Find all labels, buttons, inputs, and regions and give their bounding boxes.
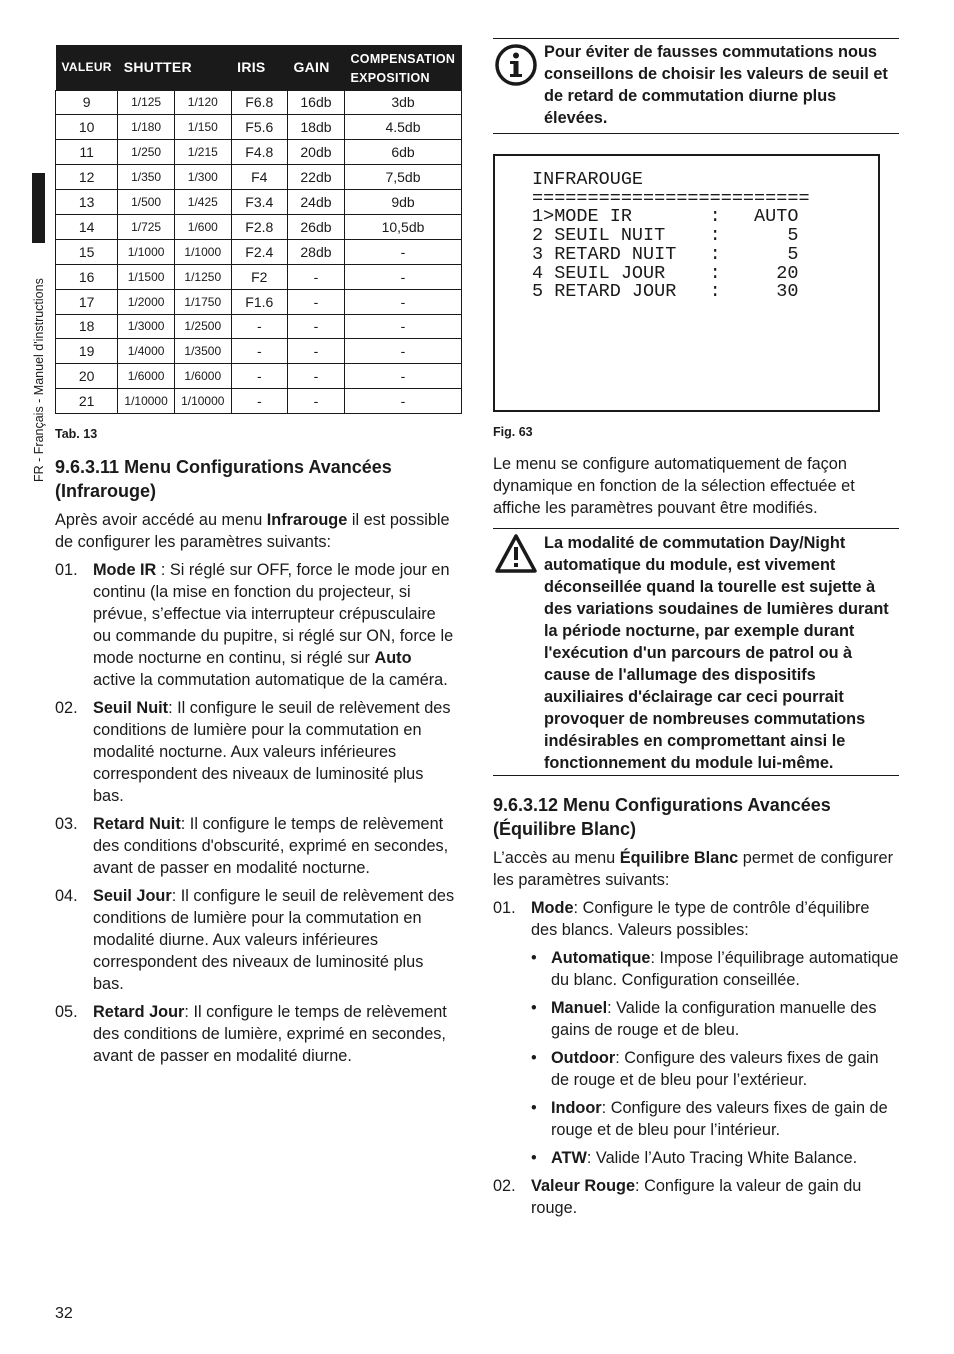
osd-line: 2 SEUIL NUIT : 5 xyxy=(532,225,799,247)
table-cell: 1/300 xyxy=(174,165,231,190)
table-cell: 1/425 xyxy=(174,190,231,215)
intro-paragraph: Après avoir accédé au menu Infrarouge il est possible de configurer les paramètres suivants: xyxy=(55,511,450,551)
table-row xyxy=(56,314,462,339)
exposure-table xyxy=(55,45,462,414)
table-cell: 1/250 xyxy=(118,140,175,165)
table-cell: 1/2000 xyxy=(118,289,175,314)
osd-menu-screen xyxy=(493,154,880,412)
table-row xyxy=(56,165,462,190)
mode-values-list xyxy=(531,947,899,1169)
table-cell: F4 xyxy=(231,165,287,190)
bullet-item: • Manuel: Valide la configuration manuelle des gains de rouge et de bleu. xyxy=(531,999,877,1039)
table-cell: F2 xyxy=(231,264,287,289)
right-column-section xyxy=(493,793,899,1225)
table-cell: 1/180 xyxy=(118,115,175,140)
table-cell: - xyxy=(344,364,461,389)
list-item: 02. Seuil Nuit: Il configure le seuil de relèvement des conditions de lumière pour la commutation en modalité nocturne. Aux valeurs inférieures correspondent des niveaux de luminosité plus bas. xyxy=(55,699,451,805)
table-cell: - xyxy=(344,389,461,414)
side-tab-marker xyxy=(32,173,45,243)
table-cell: 1/3500 xyxy=(174,339,231,364)
table-row xyxy=(56,90,462,115)
table-cell: - xyxy=(287,314,344,339)
table-cell: 1/1000 xyxy=(174,239,231,264)
list-item: 04. Seuil Jour: Il configure le seuil de relèvement des conditions de lumière pour la commutation en modalité diurne. Aux valeurs inférieures correspondent des niveaux de luminosité plus bas. xyxy=(55,887,455,993)
bullet-item: • Outdoor: Configure des valeurs fixes de gain de rouge et de bleu pour l’extérieur. xyxy=(531,1049,879,1089)
table-cell: 17 xyxy=(56,289,118,314)
table-cell: - xyxy=(231,389,287,414)
warning-notice xyxy=(493,528,899,776)
table-cell: 9 xyxy=(56,90,118,115)
table-cell: F3.4 xyxy=(231,190,287,215)
section-heading-infrarouge: 9.6.3.11 Menu Configurations Avancées (Infrarouge) xyxy=(55,457,392,501)
table-cell: 1/6000 xyxy=(174,364,231,389)
table-cell: 6db xyxy=(344,140,461,165)
table-cell: 13 xyxy=(56,190,118,215)
table-cell: F4.8 xyxy=(231,140,287,165)
header-compensation: COMPENSATION EXPOSITION xyxy=(344,45,461,90)
table-cell: 1/500 xyxy=(118,190,175,215)
page-number: 32 xyxy=(55,1305,73,1322)
table-cell: 28db xyxy=(287,239,344,264)
table-cell: 10,5db xyxy=(344,214,461,239)
osd-line: INFRAROUGE xyxy=(532,169,644,190)
table-cell: F2.4 xyxy=(231,239,287,264)
table-caption: Tab. 13 xyxy=(55,427,98,441)
side-label: FR - Français - Manuel d'instructions xyxy=(32,278,46,482)
bullet-item: • Automatique: Impose l’équilibrage automatique du blanc. Configuration conseillée. xyxy=(531,949,899,989)
table-cell: 10 xyxy=(56,115,118,140)
table-row xyxy=(56,140,462,165)
section-heading-white-balance: 9.6.3.12 Menu Configurations Avancées (Équilibre Blanc) xyxy=(493,795,831,839)
osd-line: 4 SEUIL JOUR : 20 xyxy=(532,262,799,284)
table-cell: 1/1000 xyxy=(118,239,175,264)
table-cell: 11 xyxy=(56,140,118,165)
table-row xyxy=(56,115,462,140)
table-cell: - xyxy=(344,314,461,339)
table-cell: 1/215 xyxy=(174,140,231,165)
table-cell: - xyxy=(231,314,287,339)
table-cell: 1/10000 xyxy=(118,389,175,414)
table-row xyxy=(56,214,462,239)
header-gain: GAIN xyxy=(287,45,344,90)
info-icon xyxy=(495,44,537,86)
table-cell: F1.6 xyxy=(231,289,287,314)
header-iris: IRIS xyxy=(231,45,287,90)
table-cell: 1/6000 xyxy=(118,364,175,389)
table-cell: 12 xyxy=(56,165,118,190)
table-cell: 1/350 xyxy=(118,165,175,190)
bullet-item: • Indoor: Configure des valeurs fixes de gain de rouge et de bleu pour l’intérieur. xyxy=(531,1099,888,1139)
table-cell: 1/10000 xyxy=(174,389,231,414)
table-cell: 9db xyxy=(344,190,461,215)
table-cell: 1/125 xyxy=(118,90,175,115)
table-row xyxy=(56,289,462,314)
parameter-list xyxy=(55,559,455,1067)
table-cell: 1/150 xyxy=(174,115,231,140)
table-cell: 26db xyxy=(287,214,344,239)
table-cell: 1/600 xyxy=(174,214,231,239)
table-cell: - xyxy=(287,389,344,414)
figure-caption: Fig. 63 xyxy=(493,425,533,439)
table-cell: 1/725 xyxy=(118,214,175,239)
figure-description-text: Le menu se configure automatiquement de façon dynamique en fonction de la sélection effectuée et affiche les paramètres pouvant être modifiés. xyxy=(493,455,855,517)
list-item: 02. Valeur Rouge: Configure la valeur de gain du rouge. xyxy=(493,1177,862,1217)
osd-line: ========================= xyxy=(532,187,810,209)
table-cell: 15 xyxy=(56,239,118,264)
table-cell: 22db xyxy=(287,165,344,190)
table-cell: - xyxy=(231,339,287,364)
info-note-text: Pour éviter de fausses commutations nous conseillons de choisir les valeurs de seuil et de retard de commutation diurne plus élevées. xyxy=(544,43,888,127)
list-item: 01. Mode IR : Si réglé sur OFF, force le mode jour en continu (la mise en fonction du projecteur, si prévue, s’effectue via interrupteur crépusculaire ou commande du pupitre, si réglé sur ON, force le mode nocturne en continu, si réglé sur Auto active la commutation automatique de la caméra. xyxy=(55,561,454,689)
table-cell: - xyxy=(287,289,344,314)
table-cell: F5.6 xyxy=(231,115,287,140)
info-notice xyxy=(493,38,899,134)
table-cell: - xyxy=(344,239,461,264)
table-cell: - xyxy=(231,364,287,389)
table-row xyxy=(56,264,462,289)
table-cell: - xyxy=(287,364,344,389)
table-cell: 1/3000 xyxy=(118,314,175,339)
table-cell: 24db xyxy=(287,190,344,215)
table-cell: - xyxy=(287,264,344,289)
wb-intro-paragraph: L’accès au menu Équilibre Blanc permet de configurer les paramètres suivants: xyxy=(493,849,894,889)
table-cell: 4.5db xyxy=(344,115,461,140)
warning-icon xyxy=(495,533,537,575)
figure-description xyxy=(493,453,899,525)
table-cell: 16 xyxy=(56,264,118,289)
list-item: 01. Mode: Configure le type de contrôle d’équilibre des blancs. Valeurs possibles: • Automatique: Impose l’équilibrage automatique du blanc. Configuration conseillée. • Manuel: Valide la configuration manuelle des gains de rouge et de bleu. • Outdoor: Configure des valeurs fixes de gain de rouge et de bleu pour l’extérieur. • Indoor: Configure des valeurs fixes de gain de rouge et de bleu pour l’intérieur. • ATW: Valide l’Auto Tracing White Balance. xyxy=(493,899,899,1167)
osd-line: 1>MODE IR : AUTO xyxy=(532,206,799,228)
table-cell: F2.8 xyxy=(231,214,287,239)
table-cell: 1/2500 xyxy=(174,314,231,339)
left-column xyxy=(55,455,455,1073)
header-valeur: VALEUR xyxy=(56,45,118,90)
table-cell: 1/4000 xyxy=(118,339,175,364)
table-cell: 1/1750 xyxy=(174,289,231,314)
table-cell: 18db xyxy=(287,115,344,140)
table-row xyxy=(56,364,462,389)
table-cell: - xyxy=(344,289,461,314)
table-row xyxy=(56,239,462,264)
table-cell: 14 xyxy=(56,214,118,239)
table-cell: - xyxy=(344,264,461,289)
table-cell: 1/120 xyxy=(174,90,231,115)
table-cell: 16db xyxy=(287,90,344,115)
header-shutter: SHUTTER xyxy=(118,45,231,90)
table-row xyxy=(56,190,462,215)
table-cell: 19 xyxy=(56,339,118,364)
table-cell: 20db xyxy=(287,140,344,165)
osd-line: 3 RETARD NUIT : 5 xyxy=(532,243,799,265)
warning-note-text: La modalité de commutation Day/Night automatique du module, est vivement déconseillée quand la tourelle est sujette à des variations soudaines de lumières durant la période nocturne, par exemple durant l'exécution d'un parcours de patrol ou à cause de l'allumage des dispositifs auxiliaires d'éclairage car ceci pourrait provoquer de nombreuses commutations indésirables en compromettant ainsi le fonctionnement du module lui-même. xyxy=(544,534,889,772)
table-header-row xyxy=(56,45,462,90)
bullet-item: • ATW: Valide l’Auto Tracing White Balance. xyxy=(531,1149,858,1167)
table-cell: 1/1250 xyxy=(174,264,231,289)
table-row xyxy=(56,339,462,364)
wb-parameter-list xyxy=(493,897,899,1219)
table-cell: F6.8 xyxy=(231,90,287,115)
table-cell: 18 xyxy=(56,314,118,339)
table-cell: - xyxy=(287,339,344,364)
table-cell: 20 xyxy=(56,364,118,389)
osd-line: 5 RETARD JOUR : 30 xyxy=(532,281,799,303)
table-row xyxy=(56,389,462,414)
table-cell: 7,5db xyxy=(344,165,461,190)
table-cell: 21 xyxy=(56,389,118,414)
list-item: 05. Retard Jour: Il configure le temps de relèvement des conditions de lumière, exprimé en secondes, avant de passer en modalité diurne. xyxy=(55,1003,447,1065)
table-cell: 1/1500 xyxy=(118,264,175,289)
osd-menu-text xyxy=(532,171,810,302)
list-item: 03. Retard Nuit: Il configure le temps de relèvement des conditions d'obscurité, exprimé en secondes, avant de passer en modalité nocturne. xyxy=(55,815,449,877)
table-cell: - xyxy=(344,339,461,364)
table-cell: 3db xyxy=(344,90,461,115)
